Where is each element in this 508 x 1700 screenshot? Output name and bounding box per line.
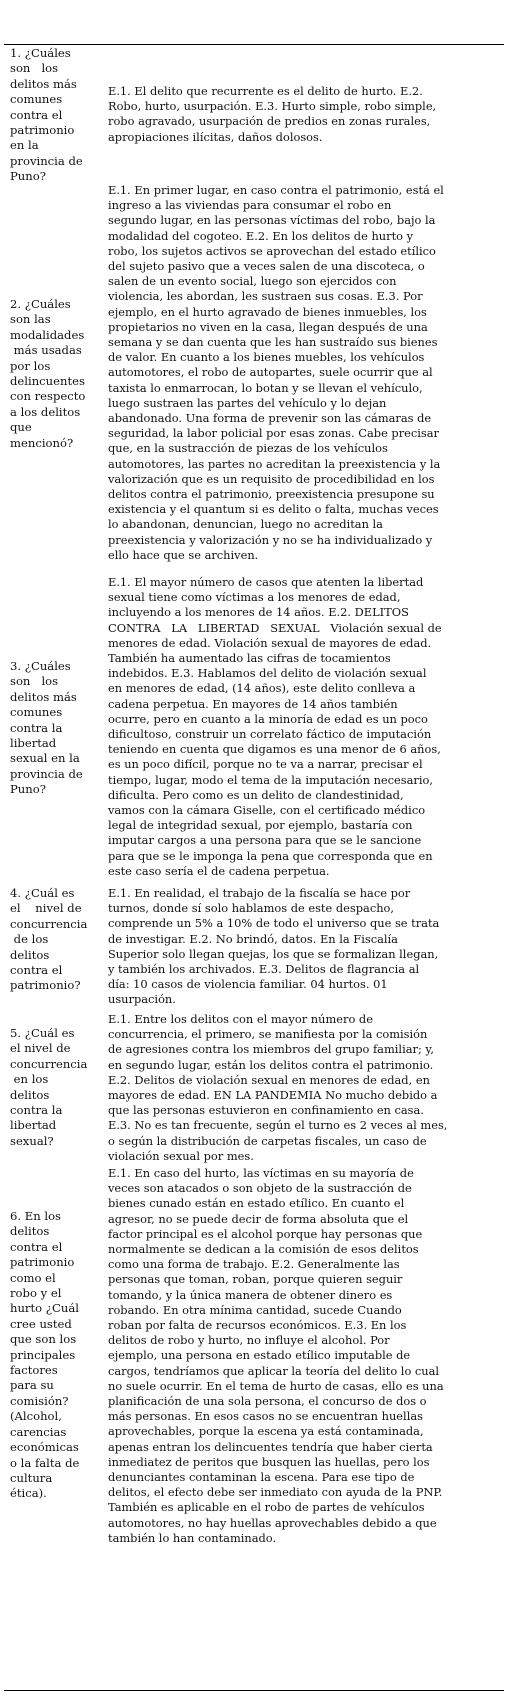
table-top-rule	[4, 44, 504, 45]
answer-cell: E.1. El mayor número de casos que atenten la libertad sexual tiene como víctimas a los menores de edad, incluyendo a los menores de 14 años. E.2. DELITOS CONTRA LA LIBERTAD SEXUAL Violación sexual de menores de edad. Violación sexual de mayores de edad. También ha aumentado las cifras de tocamientos indebidos. E.3. Hablamos del delito de violación sexual en menores de edad, (14 años), este delito conlleva a cadena perpetua. En mayores de 14 años también ocurre, pero en cuanto a la minoría de edad es un poco dificultoso, construir un correlato fáctico de imputación teniendo en cuenta que digamos es una menor de 6 años, es un poco difícil, porque no te va a narrar, precisar el tiempo, lugar, modo el tema de la imputación necesario, dificulta. Pero como es un delito de clandestinidad, vamos con la cámara Giselle, con el certificado médico legal de integridad sexual, por ejemplo, bastaría con imputar cargos a una persona para que se le sancione para que se le imponga la pena que corresponda que en este caso sería el de cadena perpetua.	[108, 575, 442, 878]
question-cell: 6. En los delitos contra el patrimonio como el robo y el hurto ¿Cuál cree usted que son los principales factores para su comisión? (Alcohol, carencias económicas o la falta de cultura ética).	[10, 1209, 80, 1501]
question-cell: 3. ¿Cuáles son los delitos más comunes contra la libertad sexual en la provincia de Puno?	[10, 659, 83, 797]
table-bottom-rule	[4, 1690, 504, 1691]
answer-cell: E.1. En caso del hurto, las víctimas en su mayoría de veces son atacados o son objeto de la sustracción de bienes cunado están en estado etílico. En cuanto el agresor, no se puede decir de forma absoluta que el factor principal es el alcohol porque hay personas que normalmente se dedican a la comisión de esos delitos como una forma de trabajo. E.2. Generalmente las personas que toman, roban, porque quieren seguir tomando, y la única manera de obtener dinero es robando. En otra mínima cantidad, sucede Cuando roban por falta de recursos económicos. E.3. En los delitos de robo y hurto, no influye el alcohol. Por ejemplo, una persona en estado etílico imputable de cargos, tendríamos que aplicar la teoría del delito lo cual no suele ocurrir. En el tema de hurto de casas, ello es una planificación de una sola persona, el concurso de dos o más personas. En esos casos no se encuentran huellas aprovechables, porque la escena ya está contaminada, apenas entran los delincuentes tendría que haber cierta inmediatez de peritos que busquen las huellas, pero los denunciantes contaminan la escena. Para ese tipo de delitos, el efecto debe ser inmediato con ayuda de la PNP. También es aplicable en el robo de partes de vehículos automotores, no hay huellas aprovechables debido a que también lo han contaminado.	[108, 1166, 444, 1545]
question-cell: 5. ¿Cuál es el nivel de concurrencia en los delitos contra la libertad sexual?	[10, 1026, 88, 1148]
answer-cell: E.1. En realidad, el trabajo de la fiscalía se hace por turnos, donde sí solo hablamos de este despacho, comprende un 5% a 10% de todo el universo que se trata de investigar. E.2. No brindó, datos. En la Fiscalía Superior solo llegan quejas, los que se formalizan llegan, y también los archivados. E.3. Delitos de flagrancia al día: 10 casos de violencia familiar. 04 hurtos. 01 usurpación.	[108, 886, 440, 1007]
answer-cell: E.1. Entre los delitos con el mayor número de concurrencia, el primero, se manifiesta por la comisión de agresiones contra los miembros del grupo familiar; y, en segundo lugar, están los delitos contra el patrimonio. E.2. Delitos de violación sexual en menores de edad, en mayores de edad. EN LA PANDEMIA No mucho debido a que las personas estuvieron en confinamiento en casa. E.3. No es tan frecuente, según el turno es 2 veces al mes, o según la distribución de carpetas fiscales, un caso de violación sexual por mes.	[108, 1012, 448, 1163]
answer-cell: E.1. En primer lugar, en caso contra el patrimonio, está el ingreso a las viviendas para consumar el robo en segundo lugar, en las personas víctimas del robo, bajo la modalidad del cogoteo. E.2. En los delitos de hurto y robo, los sujetos activos se aprovechan del estado etílico del sujeto pasivo que a veces salen de una discoteca, o salen de un evento social, luego son ejercidos con violencia, les abordan, les sustraen sus cosas. E.3. Por ejemplo, en el hurto agravado de bienes inmuebles, los propietarios no viven en la casa, llegan después de una semana y se dan cuenta que les han sustraído sus bienes de valor. En cuanto a los bienes muebles, los vehículos automotores, el robo de autopartes, suele ocurrir que al taxista lo enmarrocan, lo botan y se llevan el vehículo, luego sustraen las partes del vehículo y lo dejan abandonado. Una forma de prevenir son las cámaras de seguridad, la labor policial por esas zonas. Cabe precisar que, en la sustracción de piezas de los vehículos automotores, las partes no acreditan la preexistencia y la valorización que es un requisito de procedibilidad en los delitos contra el patrimonio, preexistencia presupone su existencia y el quantum si es delito o falta, muchas veces lo abandonan, denuncian, luego no acreditan la preexistencia y valorización y no se ha individualizado y ello hace que se archiven.	[108, 183, 444, 562]
question-cell: 4. ¿Cuál es el nivel de concurrencia de los delitos contra el patrimonio?	[10, 886, 88, 993]
answer-cell: E.1. El delito que recurrente es el delito de hurto. E.2. Robo, hurto, usurpación. E.3. Hurto simple, robo simple, robo agravado, usurpación de predios en zonas rurales, apropiaciones ilícitas, daños dolosos.	[108, 84, 437, 144]
question-cell: 1. ¿Cuáles son los delitos más comunes contra el patrimonio en la provincia de Puno?	[10, 46, 83, 184]
question-cell: 2. ¿Cuáles son las modalidades más usadas por los delincuentes con respecto a los delitos que mencionó?	[10, 297, 86, 450]
